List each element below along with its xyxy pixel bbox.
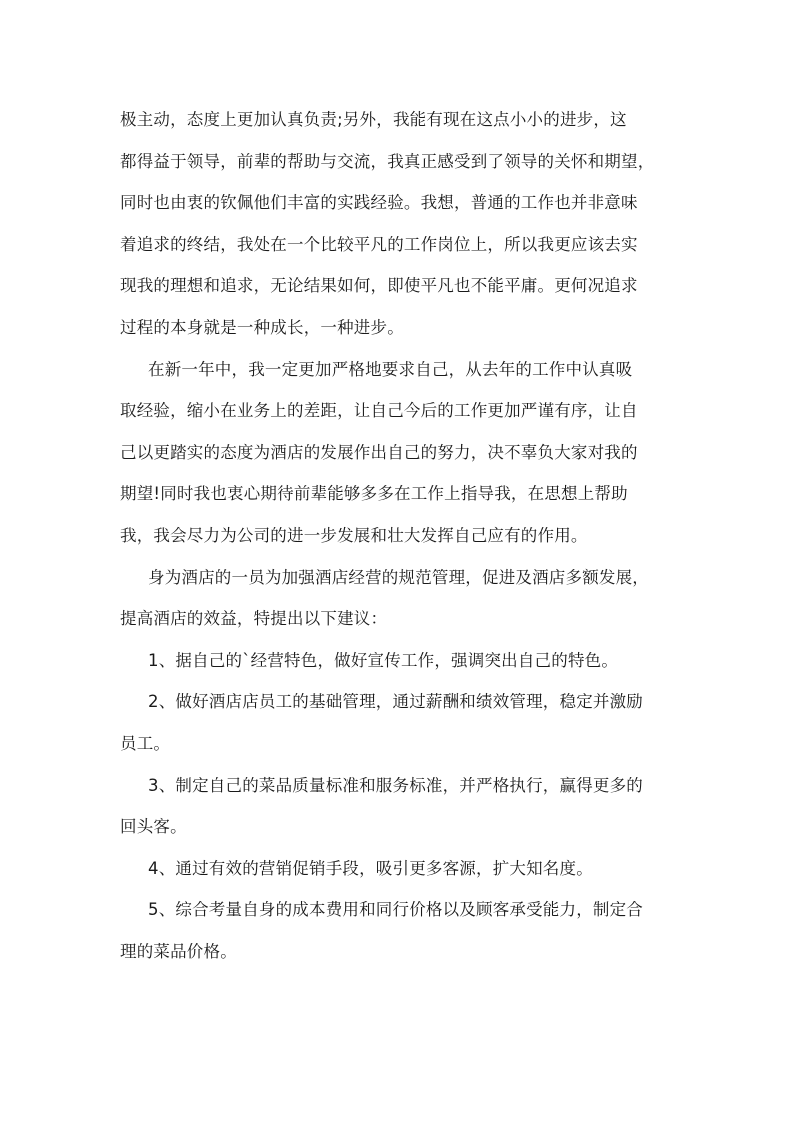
- text-line: 我，我会尽力为公司的进一步发展和壮大发挥自己应有的作用。: [120, 526, 588, 545]
- list-item: 4、通过有效的营销促销手段，吸引更多客源，扩大知名度。: [148, 859, 593, 878]
- list-item: 3、制定自己的菜品质量标准和服务标准，并严格执行，赢得更多的: [148, 776, 643, 795]
- list-item: 1、据自己的`经营特色，做好宣传工作，强调突出自己的特色。: [148, 651, 619, 670]
- text-line: 过程的本身就是一种成长，一种进步。: [120, 318, 404, 337]
- text-line: 在新一年中，我一定更加严格地要求自己，从去年的工作中认真吸: [148, 360, 633, 379]
- text-line: 回头客。: [120, 817, 187, 836]
- text-line: 着追求的终结，我处在一个比较平凡的工作岗位上，所以我更应该去实: [120, 235, 638, 254]
- text-line: 己以更踏实的态度为酒店的发展作出自己的努力，决不辜负大家对我的: [120, 443, 638, 462]
- list-item: 5、综合考量自身的成本费用和同行价格以及顾客承受能力，制定合: [148, 900, 643, 919]
- text-line: 都得益于领导，前辈的帮助与交流，我真正感受到了领导的关怀和期望，: [120, 152, 655, 171]
- text-line: 员工。: [120, 734, 171, 753]
- text-line: 身为酒店的一员为加强酒店经营的规范管理，促进及酒店多额发展，: [148, 568, 649, 587]
- text-line: 取经验，缩小在业务上的差距，让自己今后的工作更加严谨有序，让自: [120, 401, 638, 420]
- list-item: 2、做好酒店店员工的基础管理，通过薪酬和绩效管理，稳定并激励: [148, 692, 643, 711]
- text-line: 极主动，态度上更加认真负责;另外，我能有现在这点小小的进步，这: [120, 110, 627, 129]
- text-line: 理的菜品价格。: [120, 942, 237, 961]
- text-line: 期望!同时我也衷心期待前辈能够多多在工作上指导我，在思想上帮助: [120, 484, 628, 503]
- text-line: 现我的理想和追求，无论结果如何，即使平凡也不能平庸。更何况追求: [120, 276, 638, 295]
- text-line: 同时也由衷的钦佩他们丰富的实践经验。我想，普通的工作也并非意味: [120, 193, 638, 212]
- text-line: 提高酒店的效益，特提出以下建议：: [120, 609, 388, 628]
